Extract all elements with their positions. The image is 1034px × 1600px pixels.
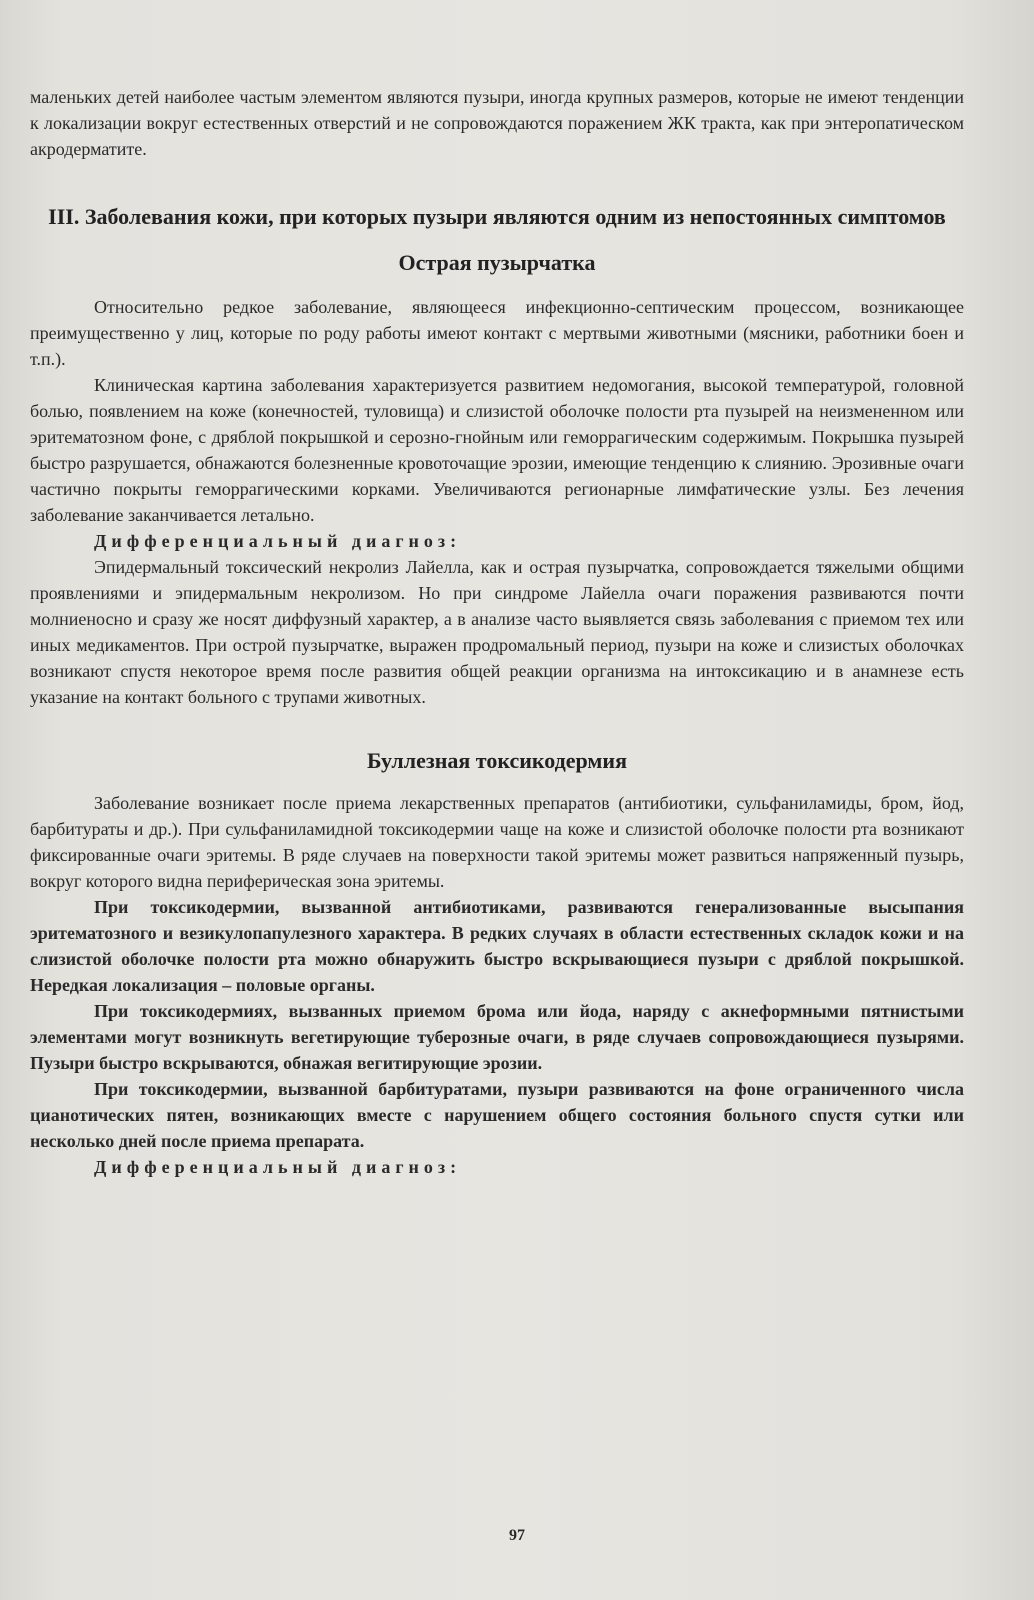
acute-paragraph-1: Относительно редкое заболевание, являющееся инфекционно-септическим процессом, возникающее преимущественно у лиц, которые по роду работы имеют контакт с мертвыми животными (мясники, работники боен и т.п.).: [30, 297, 964, 369]
acute-paragraph-3: Эпидермальный токсический некролиз Лайелла, как и острая пузырчатка, сопровождается тяжелыми общими проявлениями и эпидермальным некролизом. Но при синдроме Лайелла очаги поражения развиваются почти молниеносно и сразу же носят диффузный характер, а в анализе часто выявляется связь заболевания с приемом тех или иных медикаментов. При острой пузырчатке, выражен продромальный период, пузыри на коже и слизистых оболочках возникают спустя некоторое время после развития общей реакции организма на интоксикацию и в анамнезе есть указание на контакт больного с трупами животных.: [30, 557, 964, 707]
page-number: 97: [509, 1527, 525, 1544]
section-title: III. Заболевания кожи, при которых пузыри являются одним из непостоянных симптомов: [48, 204, 946, 229]
intro-paragraph: маленьких детей наиболее частым элементом являются пузыри, иногда крупных размеров, которые не имеют тенденции к локализации вокруг естественных отверстий и не сопровождаются поражением ЖК тракта, как при энтеропатическом акродерматите.: [30, 87, 964, 159]
acute-differential-label: Дифференциальный диагноз:: [94, 531, 462, 551]
bullous-paragraph-1: Заболевание возникает после приема лекарственных препаратов (антибиотики, сульфаниламиды, бром, йод, барбитураты и др.). При сульфаниламидной токсикодермии чаще на коже и слизистой оболочке полости рта возникают фиксированные очаги эритемы. В ряде случаев на поверхности такой эритемы может развиться напряженный пузырь, вокруг которого видна периферическая зона эритемы.: [30, 793, 964, 891]
bullous-paragraph-3: При токсикодермиях, вызванных приемом брома или йода, наряду с акнеформными пятнистыми элементами могут возникнуть вегетирующие туберозные очаги, в ряде случаев сопровождающиеся пузырями. Пузыри быстро вскрываются, обнажая вегитирующие эрозии.: [30, 1001, 964, 1073]
bullous-toxicoderma-heading: Буллезная токсикодермия: [366, 748, 627, 773]
acute-paragraph-2: Клиническая картина заболевания характеризуется развитием недомогания, высокой температурой, головной болью, появлением на коже (конечностей, туловища) и слизистой оболочке полости рта пузырей на неизмененном или эритематозном фоне, с дряблой покрышкой и серозно-гнойным или геморрагическим содержимым. Покрышка пузырей быстро разрушается, обнажаются болезненные кровоточащие эрозии, имеющие тенденцию к слиянию. Эрозивные очаги частично покрыты геморрагическими корками. Увеличиваются регионарные лимфатические узлы. Без лечения заболевание заканчивается летально.: [30, 375, 964, 525]
acute-pemphigus-heading: Острая пузырчатка: [398, 250, 596, 275]
page-content: [30, 84, 964, 1180]
bullous-paragraph-4: При токсикодермии, вызванной барбитуратами, пузыри развиваются на фоне ограниченного числа цианотических пятен, возникающих вместе с нарушением общего состояния больного спустя сутки или несколько дней после приема препарата.: [30, 1079, 964, 1151]
bullous-paragraph-2: При токсикодермии, вызванной антибиотиками, развиваются генерализованные высыпания эритематозного и везикулопапулезного характера. В редких случаях в области естественных складок кожи и на слизистой оболочке полости рта можно обнаружить быстро вскрывающиеся пузыри с дряблой покрышкой. Нередкая локализация – половые органы.: [30, 897, 964, 995]
bullous-differential-label: Дифференциальный диагноз:: [94, 1157, 462, 1177]
